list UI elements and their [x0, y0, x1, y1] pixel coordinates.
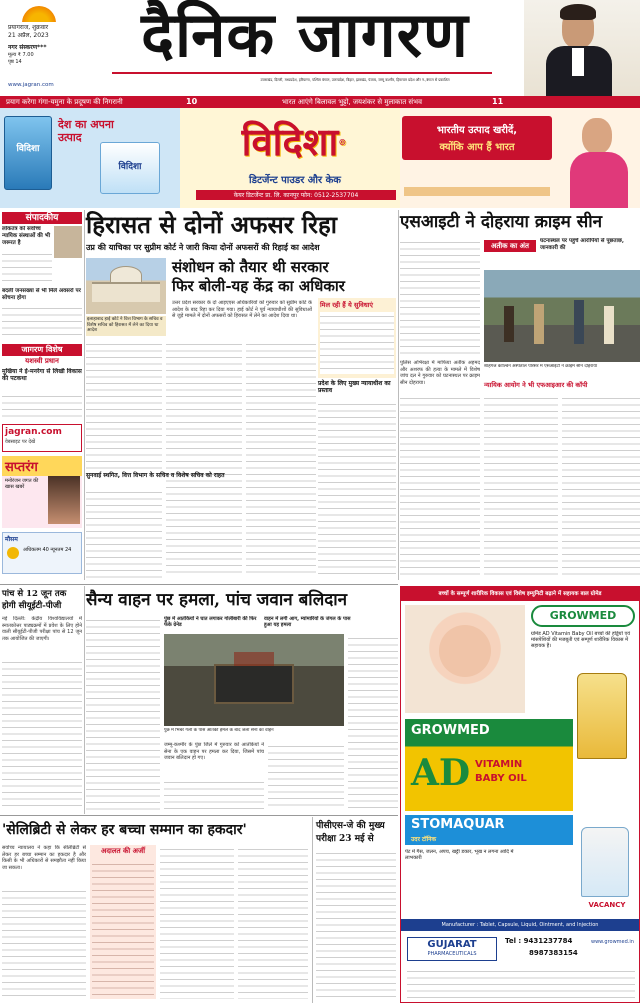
- rule-mid: [0, 584, 398, 585]
- celebrity-story: [0, 817, 398, 1003]
- celebrity-col-2: [160, 845, 234, 999]
- growmed-logo: [531, 605, 635, 627]
- lead-body: उत्तर प्रदेश सरकार के दो आइएएस अधिकारियों को गुरुवार को सुप्रीम कोर्ट के आदेश के बाद रिहा कर दिया गया। हाई कोर्ट ने पूर्व न्यायाधीशों की सुविधाओं से जुड़े मामले में दोनों अफसरों को हिरासत में लेने का आदेश दिया था।: [172, 300, 312, 319]
- sun-icon: [7, 547, 19, 559]
- celebrity-body: सर्वोच्च न्यायालय ने कहा कि सेलिब्रिटी से लेकर हर बच्चा सम्मान का हकदार है और किसी के भी अधिकारों से समझौता नहीं किया जा सकता।: [2, 845, 86, 871]
- ad-company: केयर डिटर्जेन्ट प्रा. लि. कानपुर फोन: 0512-2537704: [196, 190, 396, 200]
- sit-headline[interactable]: एसआइटी ने दोहराया क्राइम सीन: [400, 212, 603, 232]
- commission-head[interactable]: न्यायिक आयोग ने भी एफआइआर की कॉपी: [484, 381, 588, 389]
- weather-values: अधिकतम 40 न्यूनतम 24: [23, 547, 72, 553]
- skyline-icon: [404, 166, 550, 196]
- phone-2[interactable]: 8987383154: [529, 949, 578, 957]
- sit-col-1: [400, 238, 480, 358]
- cuet-headline[interactable]: पांच से 12 जून तक होगी सीयूईटी-पीजी: [2, 589, 67, 611]
- sit-story: [400, 210, 640, 582]
- pcs-text: [316, 849, 396, 999]
- lead-col-1: [86, 340, 162, 470]
- cuet-story: [0, 586, 84, 814]
- gujarat-logo: [407, 937, 497, 961]
- ad-brand-vidisha: [194, 116, 394, 170]
- special-head: जागरण विशेष: [2, 344, 82, 356]
- second-head-1[interactable]: संशोधन को तैयार थी सरकार: [172, 258, 329, 276]
- stomaquar-desc: पेट में गैस, जलन, अपच, खट्टी डकार, भूख न लगना आदि में लाभकारी: [405, 849, 514, 861]
- state-proposal[interactable]: प्रदेश के लिए मुख्य न्यायाधीश का प्रस्ताव: [318, 380, 391, 394]
- sun-logo-icon: [22, 6, 56, 22]
- newspaper-title: दैनिक जागरण: [141, 0, 469, 71]
- army-story: [86, 586, 398, 814]
- state-proposal-text: [318, 400, 396, 578]
- supreme-court-photo: [86, 258, 166, 314]
- benefits-head: मिल रही हैं ये सुविधाएं: [320, 301, 374, 309]
- growmed-box: [405, 719, 573, 811]
- gujarat-sub: PHARMACEUTICALS: [427, 951, 477, 957]
- editorial-thumb: [54, 226, 82, 258]
- rule-bottom-right: [312, 817, 313, 1003]
- crime-scene-photo: [484, 270, 640, 362]
- growmed-logo-text: GROWMED: [549, 609, 617, 622]
- gujarat-name: GUJARAT: [427, 939, 477, 950]
- sidebar: [0, 210, 84, 582]
- special-text: [2, 392, 82, 420]
- sit-body: पुलिस अभिरक्षा में माफिया अतीक अहमद और अशरफ की हत्या के मामले में विशेष जांच दल ने गुरुवार को घटनास्थल पर क्राइम सीन दोहराया।: [400, 360, 480, 386]
- army-col-2: [164, 778, 264, 810]
- growmed-website[interactable]: www.growmed.in: [591, 939, 634, 945]
- title-underline: [112, 72, 492, 74]
- ad-brand-text: विदिशा: [241, 119, 339, 164]
- rule-right: [398, 210, 399, 580]
- army-bullet-1: पुंछ में आतंकियों ने घात लगाकर गोलीबारी की फिर फेंके ग्रेनेड: [164, 616, 257, 628]
- army-body: जम्मू-कश्मीर के पुंछ जिले में गुरुवार को आतंकियों ने सेना के एक वाहन पर हमला कर दिया, जिसमें पांच जवान बलिदान हो गए।: [164, 742, 264, 761]
- masthead: [0, 0, 640, 96]
- editions-line: उत्तराखंड, दिल्ली, मध्यप्रदेश, हरियाणा, पश्चिम बंगाल, उत्तरप्रदेश, बिहार, झारखंड, पंजाब, जम्मू कश्मीर, हिमाचल प्रदेश और न.,बंगाल से प्रकाशित: [260, 78, 450, 82]
- second-head-2[interactable]: फिर बोली-यह केंद्र का अधिकार: [172, 277, 345, 295]
- army-headline[interactable]: सैन्य वाहन पर हमला, पांच जवान बलिदान: [86, 590, 348, 610]
- teaser-left-text[interactable]: प्रयाग करेगा गंगा-यमुना के प्रदूषण की निगरानी: [6, 98, 123, 106]
- celebrity-col-3: [238, 845, 308, 999]
- growmed-top-text: बच्चों के सम्पूर्ण शारीरिक विकास एवं विशेष इम्युनिटी बढ़ाने में सहायक बाल ग्रोमेड: [401, 587, 639, 601]
- stomaquar-tag: उदर टॉनिक: [411, 836, 437, 843]
- ad-slogan-box: [402, 116, 552, 160]
- cuet-body: नई दिल्ली: केंद्रीय विश्वविद्यालयों में स्नातकोत्तर पाठ्यक्रमों में प्रवेश के लिए होने वाली सीयूईटी-पीजी परीक्षा पांच से 12 जून तक आयोजित की जाएगी।: [2, 616, 82, 642]
- court-box-head: अदालत की अर्जी: [100, 847, 146, 855]
- teaser-right-page: 11: [492, 97, 504, 106]
- special-sub: यशस्वी प्रधान: [25, 357, 59, 365]
- army-col-1: [86, 616, 160, 810]
- jagran-com-sub: वेबसाइट पर देखें: [5, 439, 36, 445]
- army-caption: पुंछ में भिंबर गली के पास आतंकी हमले के बाद जला सेना का वाहन: [164, 728, 274, 733]
- editorial-text-2: [2, 304, 82, 338]
- saptrang-box[interactable]: [2, 456, 82, 528]
- ad-slogan-1: भारतीय उत्पाद खरीदें,: [436, 125, 518, 136]
- rule-bottom: [0, 815, 398, 816]
- jagran-com-label: jagran.com: [5, 427, 62, 437]
- lead-col-3: [246, 340, 316, 578]
- pack-2-label: विदिशा: [118, 162, 142, 172]
- army-col-3: [268, 742, 344, 810]
- editorial-head: संपादकीय: [2, 212, 82, 224]
- celebrity-col-1: [2, 887, 86, 999]
- baby-photo: [405, 605, 525, 713]
- weather-label: मौसम: [5, 536, 18, 543]
- photo-caption: इलाहाबाद हाई कोर्ट ने वित्त विभाग के सचिव व विशेष सचिव को हिरासत में लेने का दिया था आदेश: [86, 316, 166, 336]
- growmed-bottle: [577, 673, 627, 759]
- growmed-ad[interactable]: [400, 586, 640, 1003]
- pcs-head-2[interactable]: परीक्षा 23 मई से: [316, 834, 374, 844]
- growmed-vitamin: VITAMIN: [475, 759, 523, 770]
- detergent-pack-2: [100, 142, 160, 194]
- crime-scene-caption: शाहगंज कॉल्विन अस्पताल परिसर में एसआइटी ने क्राइम सीन दोहराया: [484, 364, 598, 369]
- saptrang-photo: [48, 476, 80, 524]
- lead-col-2: [166, 340, 242, 578]
- sub-story-text: [86, 488, 162, 578]
- edition-city: प्रयागराज, शुक्रवार: [8, 24, 49, 31]
- cuet-text: [2, 658, 82, 810]
- rule-left-2: [84, 586, 85, 814]
- sub-story-head[interactable]: सुनवाई स्थगित, वित्त विभाग के सचिव व विशेष सचिव को राहत: [86, 472, 225, 479]
- detergent-pack-1: [4, 116, 52, 190]
- teaser-strip: [0, 96, 524, 108]
- growmed-fine-print: [407, 967, 635, 999]
- saptrang-title: सप्तरंग: [2, 456, 82, 476]
- editorial-text-1: [2, 250, 52, 284]
- court-box: [90, 845, 156, 999]
- sit-col-2: [400, 394, 480, 578]
- edition-date: 21 अप्रैल, 2023: [8, 32, 49, 39]
- sit-col-4: [562, 394, 640, 578]
- website: www.jagran.com: [8, 82, 54, 88]
- ateek-tag: अतीक का अंत: [484, 240, 536, 252]
- stomaquar-box: [405, 815, 573, 845]
- editorial-item-1[interactable]: लोकतंत्र को सर्वोच्च न्यायिक संस्थाओं की भी जरूरत है: [2, 226, 51, 246]
- army-bullet-2: वाहन में लगी आग, म्यांमारियों के जंगल के पास हुआ यह हमला: [264, 616, 351, 628]
- pcs-head-1[interactable]: पीसीएस-जे की मुख्य: [316, 821, 385, 831]
- ad-slogan-2: क्योंकि आप हैं भारत: [439, 142, 515, 153]
- bilawal-photo: [524, 0, 640, 96]
- vacancy-label: VACANCY: [588, 901, 626, 909]
- lead-subhead: [86, 242, 396, 254]
- saptrang-text: मनोरंजन जगत की खास खबरें: [5, 478, 39, 490]
- lead-subhead-text: उप्र की याचिका पर सुप्रीम कोर्ट ने जारी किया दोनों अफसरों की रिहाई का आदेश: [86, 243, 320, 252]
- page-count: पृष्ठ 14: [8, 59, 22, 65]
- growmed-ad-letters: AD: [411, 752, 471, 794]
- stomaquar-bottle: [581, 827, 629, 897]
- growmed-syrup-text: ग्रोमेड AD Vitamin Baby Oil बच्चों की हड्डियों एवं मांसपेशियों की मजबूती एवं सम्पूर्ण शारीरिक विकास में सहायक है।: [531, 631, 631, 649]
- teaser-right-text[interactable]: भारत आएंगे बिलावल भुट्टो, जयशंकर से मुलाकात संभव: [282, 98, 422, 106]
- phone-1[interactable]: Tel : 9431237784: [505, 937, 573, 945]
- ad-product: डिटर्जेन्ट पाउडर और केक: [249, 175, 341, 186]
- benefits-box: [318, 298, 396, 378]
- army-col-4: [348, 634, 398, 810]
- editorial-item-2[interactable]: बदली जनसंख्या से भी मिले अवसरों पर सोचना होगा: [2, 288, 81, 301]
- sit-bullet: घटनास्थल पर पहुंचे आरोपियों से पूछताछ, जानकारी की: [540, 238, 624, 251]
- growmed-box-brand: GROWMED: [411, 723, 490, 738]
- lead-headline[interactable]: हिरासत से दोनों अफसर रिहा: [86, 210, 337, 239]
- stomaquar-title: STOMAQUAR: [411, 817, 505, 832]
- price: मूल्य ₹ 7.00: [8, 52, 34, 58]
- manufacturer-line: Manufacturer : Tablet, Capsule, Liquid, Ointment, and Injection: [401, 919, 639, 931]
- ad-brand-reg: ®: [338, 137, 347, 147]
- special-headline[interactable]: मुखिया ने ई-मनरेगा से लिखी विकास की पटकथा: [2, 368, 82, 382]
- burnt-vehicle-photo: [164, 634, 344, 726]
- weather-box: [2, 532, 82, 574]
- edition-name: नगर संस्करण***: [8, 44, 47, 51]
- vidisha-ad[interactable]: [0, 108, 640, 208]
- jagran-com-box[interactable]: [2, 424, 82, 452]
- ad-model-photo: [556, 108, 640, 208]
- growmed-baby-oil: BABY OIL: [475, 773, 527, 784]
- sit-col-3: [484, 394, 558, 578]
- pack-1-label: विदिशा: [16, 144, 40, 154]
- teaser-strip-right: [524, 96, 640, 108]
- celebrity-headline[interactable]: 'सेलिब्रिटी से लेकर हर बच्चा सम्मान का हकदार': [2, 822, 247, 838]
- ad-tagline-desh: देश का अपना उत्पाद: [58, 118, 114, 144]
- teaser-left-page: 10: [186, 97, 198, 106]
- rule-left: [84, 210, 85, 580]
- lead-story: [86, 210, 396, 582]
